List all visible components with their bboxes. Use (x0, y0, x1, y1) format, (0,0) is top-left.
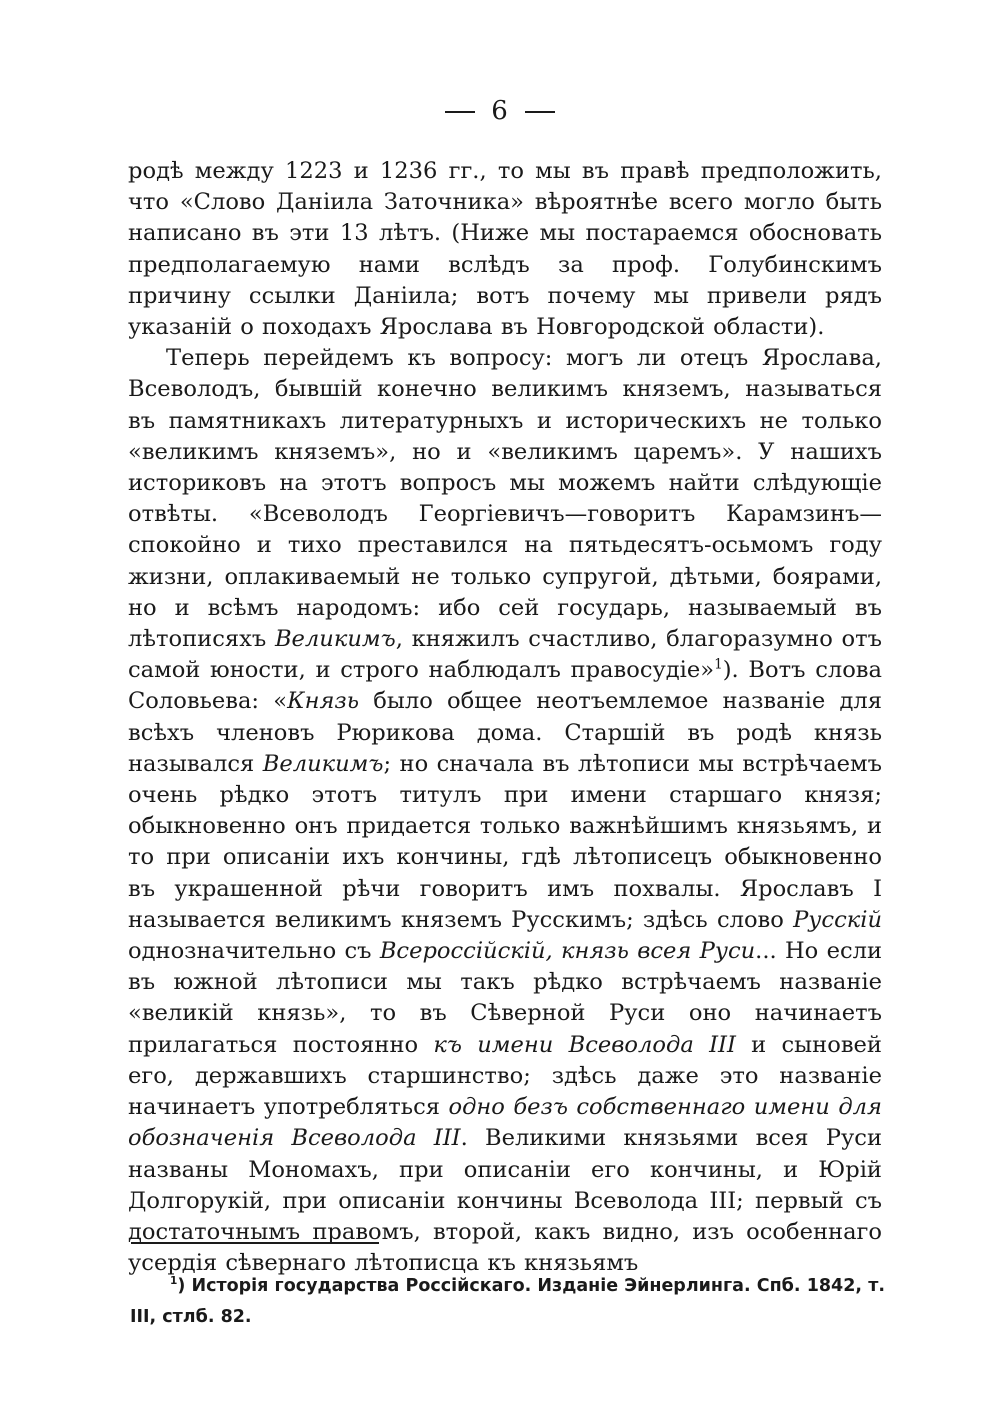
text-segment: было общее неотъемлемое названіе для всѣхъ членовъ Рюрикова дома. Старшій въ родѣ князь назывался (128, 688, 882, 777)
header-dash-left (445, 111, 475, 113)
footnote-text: ) Исторія государства Россійскаго. Изданіе Эйнерлинга. Спб. 1842, т. III, стлб. 82. (130, 1276, 885, 1327)
italic-segment: одно безъ собственнаго имени для обозначенія Всеволода III (128, 1094, 882, 1152)
main-text (128, 156, 882, 1279)
text-segment: и сыновей его, державшихъ старшинство; здѣсь даже это названіе начинаетъ употребляться (128, 1031, 882, 1121)
header-dash-right (525, 111, 555, 113)
page-number: 6 (491, 96, 509, 126)
text-segment: Теперь перейдемъ къ вопросу: могъ ли отецъ Ярослава, Всеволодъ, бывшій конечно великимъ княземъ, называться въ памятникахъ литературныхъ и историческихъ не только «великимъ княземъ», но и «великимъ царемъ». У нашихъ историковъ на этотъ вопросъ мы можемъ найти слѣдующіе отвѣты. «Всеволодъ Георгіевичъ—говоритъ Карамзинъ—спокойно и тихо преставился на пятьдесятъ-осьмомъ году жизни, оплакиваемый не только супругой, дѣтьми, боярами, но и всѣмъ народомъ: ибо сей государь, называемый въ лѣтописяхъ (128, 345, 882, 653)
text-segment: ... Но если въ южной лѣтописи мы такъ рѣдко встрѣчаемъ названіе «великій князь», то въ Сѣверной Руси оно начинаетъ прилагаться постоянно (128, 938, 883, 1058)
text-segment: ). Вотъ слова Соловьева: « (128, 657, 882, 715)
italic-segment: Великимъ (262, 750, 384, 777)
paragraph-2 (128, 343, 882, 1279)
footnote-divider (131, 1242, 379, 1244)
text-segment: . Великими князьями всея Руси названы Мономахъ, при описаніи его кончины, и Юрій Долгорукій, при описаніи кончины Всеволода III; первый съ достаточнымъ правомъ, второй, какъ видно, изъ особеннаго усердія сѣвернаго лѣтописца къ князьямъ (128, 1125, 882, 1277)
italic-segment: Великимъ (274, 626, 396, 653)
page-header (0, 96, 1000, 126)
footnote (130, 1271, 885, 1333)
italic-segment: къ имени Всеволода III (433, 1031, 736, 1058)
text-segment: ; но сначала въ лѣтописи мы встрѣчаемъ очень рѣдко этотъ титулъ при имени старшаго князя; обыкновенно онъ придается только важнѣйшимъ князьямъ, и то при описаніи ихъ кончины, гдѣ лѣтописецъ обыкновенно въ украшенной рѣчи говоритъ имъ похвалы. Ярославъ I называется великимъ княземъ Русскимъ; здѣсь слово (128, 750, 882, 933)
text-segment: однозначительно съ (128, 938, 380, 965)
footnote-ref[interactable]: 1 (714, 656, 723, 673)
paragraph-1: родѣ между 1223 и 1236 гг., то мы въ правѣ предположить, что «Слово Даніила Заточника» вѣроятнѣе всего могло быть написано въ эти 13 лѣтъ. (Ниже мы постараемся обосновать предполагаемую нами вслѣдъ за проф. Голубинскимъ причину ссылки Даніила; вотъ почему мы привели рядъ указаній о походахъ Ярослава въ Новгородской области). (128, 158, 882, 341)
italic-segment: Князь (287, 688, 360, 715)
text-segment: , княжилъ счастливо, благоразумно отъ самой юности, и строго наблюдалъ правосудіе» (128, 626, 882, 684)
italic-segment: Русскій (793, 906, 882, 933)
footnote-marker: 1 (170, 1275, 178, 1288)
italic-segment: Всероссійскій, князь всея Руси (379, 938, 756, 965)
